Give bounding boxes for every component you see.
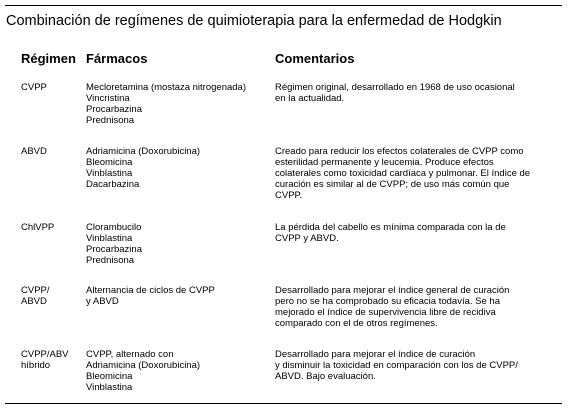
regimen-cell: ChlVPP [21,222,55,233]
regimen-cell: CVPP/ABV híbrido [21,349,69,371]
farmacos-cell: Mecloretamina (mostaza nitrogenada) Vincristina Procarbazina Prednisona [86,82,246,126]
header-farmacos: Fármacos [86,51,148,66]
farmacos-cell: Clorambucilo Vinblastina Procarbazina Prednisona [86,222,142,266]
top-rule [5,5,562,6]
regimen-cell: CVPP/ ABVD [21,285,50,307]
farmacos-cell: Alternancia de ciclos de CVPP y ABVD [86,285,215,307]
comentarios-cell: Desarrollado para mejorar el índice general de curación pero no se ha comprobado su eficacia todavía. Se ha mejorado el índice de supervivencia libre de recidiva comparado con el de otros regímenes. [275,285,510,329]
regimen-cell: ABVD [21,146,47,157]
comentarios-cell: Creado para reducir los efectos colaterales de CVPP como esterilidad permanente y leucemia. Produce efectos colaterales como toxicidad cardíaca y pulmonar. El índice de curación es similar al de CVPP; de uso más común que CVPP. [275,146,531,201]
comentarios-cell: Desarrollado para mejorar el índice de curación y disminuir la toxicidad en comparación con los de CVPP/ ABVD. Bajo evaluación. [275,349,518,382]
bottom-rule [5,403,562,404]
farmacos-cell: Adriamicina (Doxorubicina) Bleomicina Vinblastina Dacarbazina [86,146,201,190]
comentarios-cell: La pérdida del cabello es mínima comparada con la de CVPP y ABVD. [275,222,506,244]
header-regimen: Régimen [21,51,76,66]
table-title: Combinación de regímenes de quimioterapia para la enfermedad de Hodgkin [6,13,502,29]
farmacos-cell: CVPP, alternado con Adriamicina (Doxorubicina) Bleomicina Vinblastina [86,349,201,393]
comentarios-cell: Régimen original, desarrollado en 1968 de uso ocasional en la actualidad. [275,82,515,104]
regimen-cell: CVPP [21,82,47,93]
header-comentarios: Comentarios [275,51,355,66]
